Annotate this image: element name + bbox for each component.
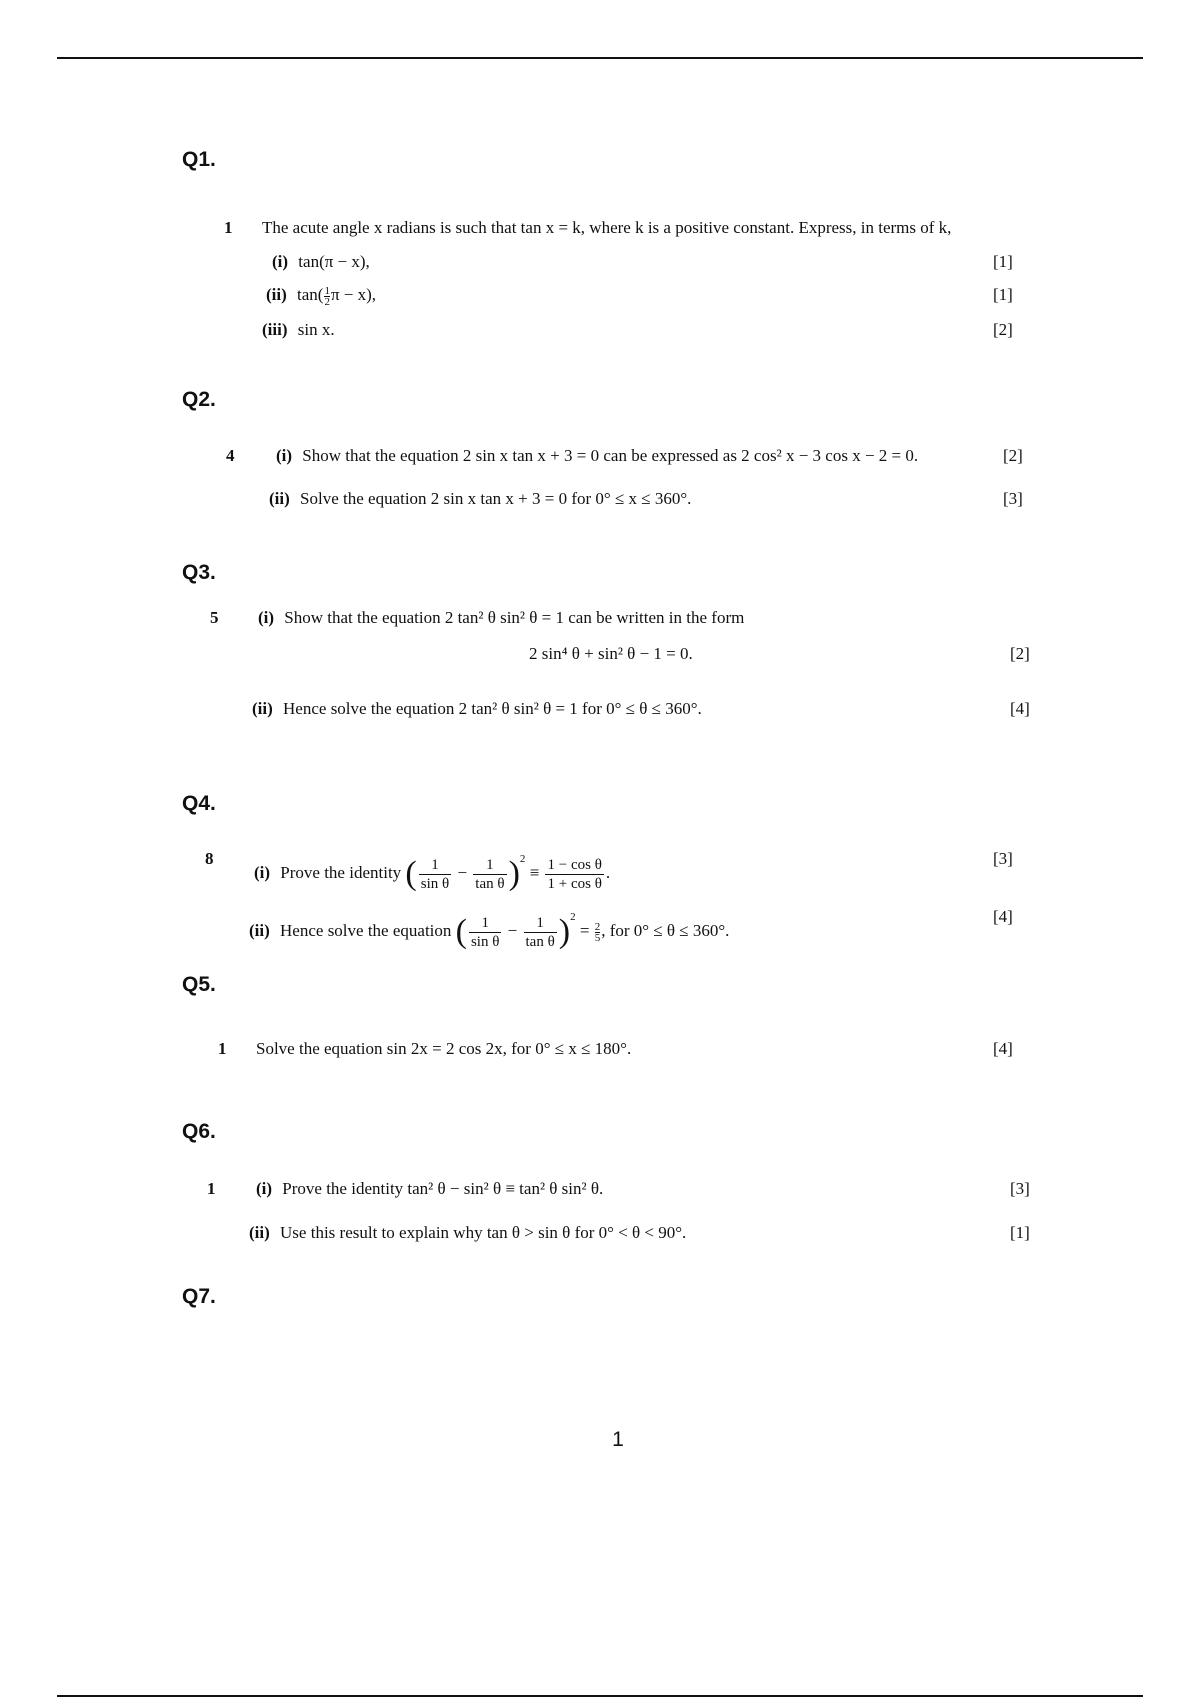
part-iii [262,319,335,341]
part-roman: (ii) [249,921,270,940]
part-lead: Hence solve the equation [280,921,452,940]
part-i [256,1178,603,1200]
fraction: $\frac{1}{\text{tan θ}}$ [475,856,505,892]
mark-allocation: [3] [1003,489,1023,508]
fraction: $\frac{\text{1 − cos θ}}{\text{1 + cos θ}}$ [547,856,602,892]
question-number: 1 [224,218,233,237]
part-roman: (ii) [249,1223,270,1242]
part-roman: (i) [272,252,289,271]
part-i [276,445,918,467]
mark-allocation: [2] [1010,644,1030,663]
mark-allocation: [2] [993,320,1013,339]
question-number: 8 [205,849,214,868]
fraction: $\frac{1}{\text{sin θ}}$ [470,914,500,950]
question-label-q5: Q5. [182,973,216,996]
part-ii [269,488,691,510]
part-ii [266,284,376,307]
fraction: $\frac{2}{5}$ [594,920,601,944]
question-label-q6: Q6. [182,1120,216,1143]
mark-allocation: [1] [993,252,1013,271]
mark-allocation: [4] [993,1039,1013,1058]
mark-allocation: [3] [993,849,1013,868]
part-roman: (ii) [269,489,290,508]
part-ii [252,698,702,720]
footer-rule [57,1695,1143,1697]
mark-allocation: [1] [993,285,1013,304]
part-roman: (iii) [262,320,288,339]
question-number: 1 [218,1039,227,1058]
question-label-q2: Q2. [182,388,216,411]
question-label-q7: Q7. [182,1285,216,1308]
mark-allocation: [1] [1010,1223,1030,1242]
fraction-numerator: 1 [324,284,330,297]
display-equation: 2 sin⁴ θ + sin² θ − 1 = 0. [529,644,693,663]
question-number: 4 [226,446,235,465]
part-i: (i) Prove the identity ( $\frac{1}{\text{sin θ}}$ − $\frac{1}{\text{tan θ}}$ )$^2$ ≡ $\frac{\text{1 − cos θ}}{\text{1 + cos θ}}$ . [254,853,611,893]
part-ii: (ii) Hence solve the equation ( $\frac{1}{\text{sin θ}}$ − $\frac{1}{\text{tan θ}}$ )$^2$ = $\frac{2}{5}$ , for 0° ≤ θ ≤ 360°. [249,911,730,951]
question-number: 1 [207,1179,216,1198]
part-text: Use this result to explain why tan θ > sin θ for 0° < θ < 90°. [280,1223,687,1242]
part-roman: (i) [256,1179,273,1198]
header-rule [57,57,1143,59]
part-text: Solve the equation 2 sin x tan x + 3 = 0 for 0° ≤ x ≤ 360°. [300,489,692,508]
mark-allocation: [3] [1010,1179,1030,1198]
fraction: $\frac{1}{\text{sin θ}}$ [420,856,450,892]
part-roman: (i) [258,608,275,627]
half-fraction [324,286,330,307]
page-number: 1 [612,1428,624,1451]
part-roman: (i) [276,446,293,465]
part-i [272,251,370,273]
question-text: Solve the equation sin 2x = 2 cos 2x, for 0° ≤ x ≤ 180°. [256,1039,632,1058]
mark-allocation: [2] [1003,446,1023,465]
mark-allocation: [4] [1010,699,1030,718]
part-text: Hence solve the equation 2 tan² θ sin² θ = 1 for 0° ≤ θ ≤ 360°. [283,699,702,718]
question-stem: The acute angle x radians is such that tan x = k, where k is a positive constant. Express, in terms of k, [262,218,952,237]
part-roman: (ii) [266,285,287,304]
part-i [258,607,744,629]
part-text: tan(π − x), [298,252,370,271]
question-label-q3: Q3. [182,561,216,584]
part-text-pre: tan( [297,285,324,304]
part-text: Prove the identity tan² θ − sin² θ ≡ tan² θ sin² θ. [282,1179,604,1198]
part-text-post: π − x), [330,285,377,304]
part-text: sin x. [297,320,335,339]
question-number: 5 [210,608,219,627]
part-roman: (i) [254,863,271,882]
part-lead: Prove the identity [280,863,402,882]
part-text: Show that the equation 2 tan² θ sin² θ = 1 can be written in the form [284,608,745,627]
mark-allocation: [4] [993,907,1013,926]
question-label-q1: Q1. [182,148,216,171]
fraction: $\frac{1}{\text{tan θ}}$ [525,914,555,950]
part-roman: (ii) [252,699,273,718]
identity-symbol: ≡ [529,863,540,882]
question-label-q4: Q4. [182,792,216,815]
fraction-denominator: 2 [324,295,330,308]
part-ii [249,1222,686,1244]
part-text: Show that the equation 2 sin x tan x + 3 = 0 can be expressed as 2 cos² x − 3 cos x − 2 = 0. [302,446,919,465]
